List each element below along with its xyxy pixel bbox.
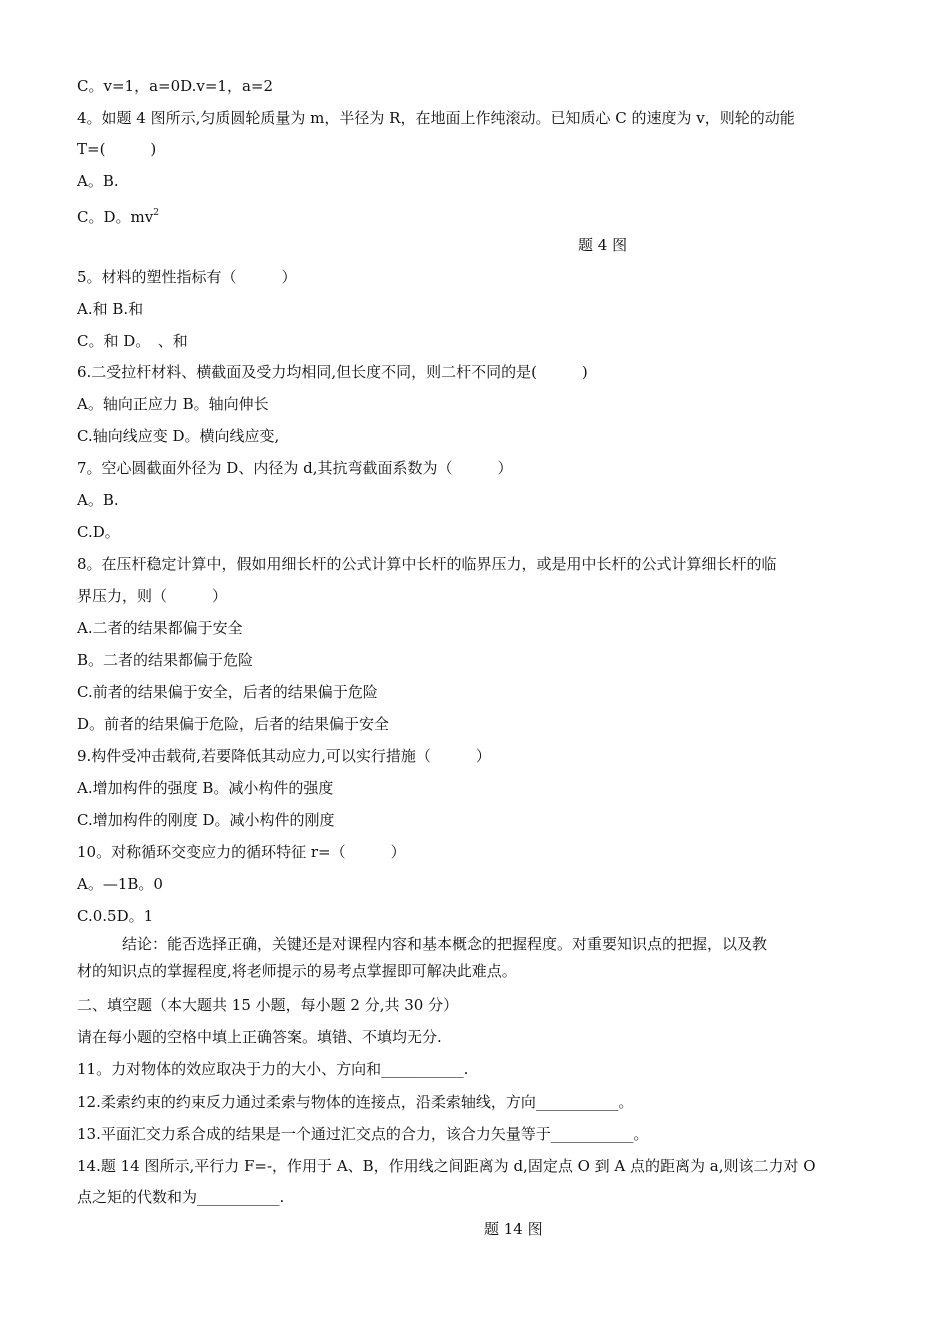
text-line-14: C.D。 xyxy=(77,523,120,541)
text-line-8: C。和 D。 、和 xyxy=(77,332,188,350)
text-line-24: 10。对称循环交变应力的循环特征 r=（ ） xyxy=(77,843,406,861)
text-line-20: D。前者的结果偏于危险，后者的结果偏于安全 xyxy=(77,715,390,733)
text-line-34: 14.题 14 图所示,平行力 F=-，作用于 A、B，作用线之间距离为 d,固定点 O 到 A 点的距离为 a,则该二力对 O xyxy=(77,1157,816,1175)
figure-14-caption: 题 14 图 xyxy=(484,1220,543,1238)
text-line-23: C.增加构件的刚度 D。减小构件的刚度 xyxy=(77,811,335,829)
text-line-15: 8。在压杆稳定计算中，假如用细长杆的公式计算中长杆的临界压力，或是用中长杆的公式计算细长杆的临 xyxy=(77,555,777,573)
text-line-33: 13.平面汇交力系合成的结果是一个通过汇交点的合力，该合力矢量等于___________。 xyxy=(77,1125,649,1143)
figure-4-caption: 题 4 图 xyxy=(578,236,628,254)
text-line-9: 6.二受拉杆材料、横截面及受力均相同,但长度不同，则二杆不同的是( ) xyxy=(77,363,588,381)
text-line-21: 9.构件受冲击载荷,若要降低其动应力,可以实行措施（ ） xyxy=(77,747,491,765)
text-line-32: 12.柔索约束的约束反力通过柔索与物体的连接点，沿柔索轴线，方向___________。 xyxy=(77,1093,634,1111)
text-line-10: A。轴向正应力 B。轴向伸长 xyxy=(77,395,269,413)
text-line-2: 4。如题 4 图所示,匀质圆轮质量为 m，半径为 R，在地面上作纯滚动。已知质心 C 的速度为 v，则轮的动能 xyxy=(77,109,795,127)
text-line-31: 11。力对物体的效应取决于力的大小、方向和___________. xyxy=(77,1060,469,1078)
text-line-19: C.前者的结果偏于安全，后者的结果偏于危险 xyxy=(77,683,378,701)
section-instruction: 请在每小题的空格中填上正确答案。填错、不填均无分. xyxy=(77,1028,442,1046)
text-line-35: 点之矩的代数和为___________. xyxy=(77,1188,285,1206)
text-line-1: C。v=1，a=0D.v=1，a=2 xyxy=(77,77,274,95)
text-line-25: A。—1B。0 xyxy=(77,875,163,893)
text-line-13: A。B. xyxy=(77,491,119,509)
text-line-26: C.0.5D。1 xyxy=(77,907,154,925)
text-line-4: A。B. xyxy=(77,172,119,190)
text-line-28: 材的知识点的掌握程度,将老师提示的易考点掌握即可解决此难点。 xyxy=(77,962,517,980)
section-heading: 二、填空题（本大题共 15 小题，每小题 2 分,共 30 分） xyxy=(77,996,459,1014)
text-line-7: A.和 B.和 xyxy=(77,300,144,318)
text-line-6: 5。材料的塑性指标有（ ） xyxy=(77,268,297,286)
text-line-12: 7。空心圆截面外径为 D、内径为 d,其抗弯截面系数为（ ） xyxy=(77,459,513,477)
text-line-16: 界压力，则（ ） xyxy=(77,587,228,605)
superscript-two: 2 xyxy=(153,208,159,218)
text-line-18: B。二者的结果都偏于危险 xyxy=(77,651,254,669)
text-line-11: C.轴向线应变 D。横向线应变, xyxy=(77,427,280,445)
text-line-22: A.增加构件的强度 B。减小构件的强度 xyxy=(77,779,334,797)
text-line-5 xyxy=(77,203,159,227)
text-line-17: A.二者的结果都偏于安全 xyxy=(77,619,243,637)
text-line-5-main: C。D。mv xyxy=(77,208,154,226)
text-line-3: T=( ) xyxy=(77,140,157,158)
text-line-27: 结论：能否选择正确，关键还是对课程内容和基本概念的把握程度。对重要知识点的把握，以及教 xyxy=(77,935,768,953)
